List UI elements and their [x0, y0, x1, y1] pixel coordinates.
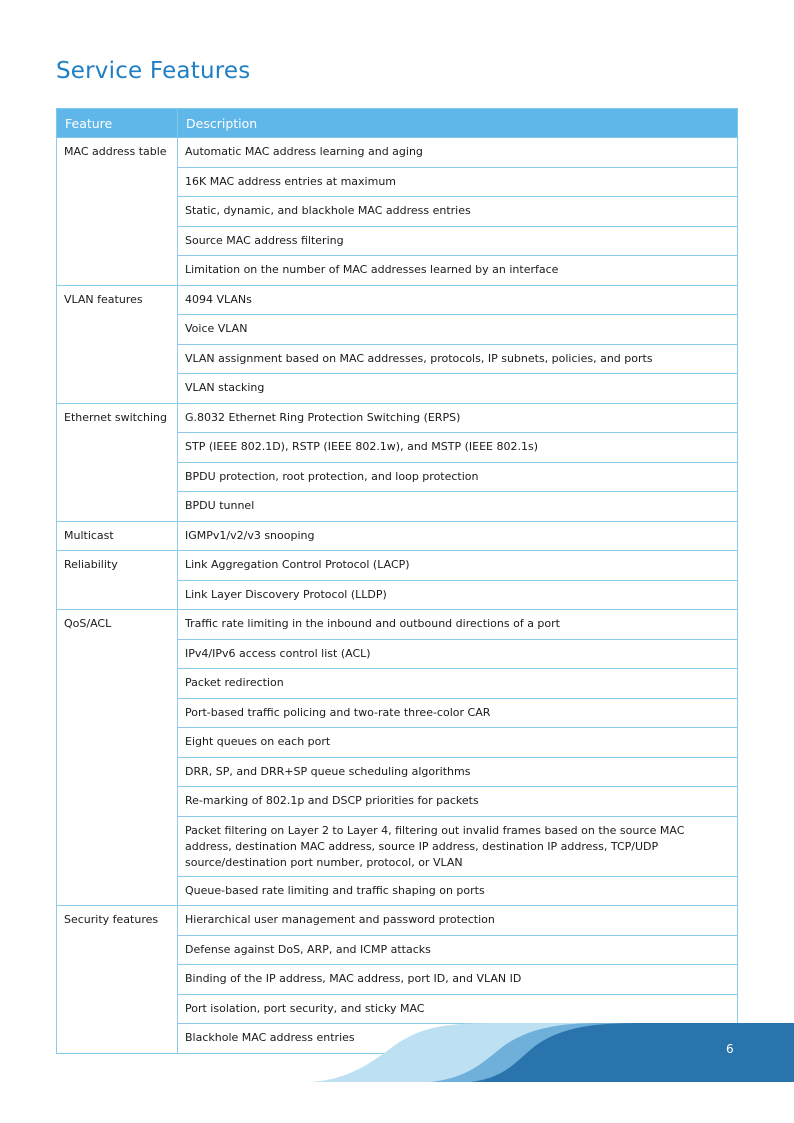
table-row: [57, 610, 738, 640]
description-cell: IPv4/IPv6 access control list (ACL): [178, 639, 738, 669]
service-features-table: [56, 108, 738, 1054]
table-row: [57, 403, 738, 433]
description-cell: Port isolation, port security, and sticky MAC: [178, 994, 738, 1024]
description-cell: 4094 VLANs: [178, 285, 738, 315]
description-cell: Static, dynamic, and blackhole MAC address entries: [178, 197, 738, 227]
description-cell: Link Aggregation Control Protocol (LACP): [178, 551, 738, 581]
description-cell: Traffic rate limiting in the inbound and outbound directions of a port: [178, 610, 738, 640]
table-row: [57, 551, 738, 581]
description-cell: Limitation on the number of MAC addresses learned by an interface: [178, 256, 738, 286]
description-cell: Binding of the IP address, MAC address, port ID, and VLAN ID: [178, 965, 738, 995]
footer-wave-decoration: [0, 1020, 794, 1084]
feature-cell: MAC address table: [57, 138, 178, 286]
description-cell: Packet redirection: [178, 669, 738, 699]
description-cell: G.8032 Ethernet Ring Protection Switching (ERPS): [178, 403, 738, 433]
description-cell: Packet filtering on Layer 2 to Layer 4, filtering out invalid frames based on the source MAC address, destination MAC address, source IP address, destination IP address, TCP/UDP source/destination port number, protocol, or VLAN: [178, 816, 738, 876]
description-cell: Defense against DoS, ARP, and ICMP attacks: [178, 935, 738, 965]
description-cell: BPDU tunnel: [178, 492, 738, 522]
description-cell: STP (IEEE 802.1D), RSTP (IEEE 802.1w), and MSTP (IEEE 802.1s): [178, 433, 738, 463]
description-cell: Source MAC address filtering: [178, 226, 738, 256]
header-feature: Feature: [57, 109, 178, 138]
feature-cell: Security features: [57, 906, 178, 1054]
description-cell: VLAN assignment based on MAC addresses, protocols, IP subnets, policies, and ports: [178, 344, 738, 374]
table-row: [57, 521, 738, 551]
table-body: [57, 138, 738, 1054]
description-cell: Automatic MAC address learning and aging: [178, 138, 738, 168]
table-row: [57, 906, 738, 936]
description-cell: IGMPv1/v2/v3 snooping: [178, 521, 738, 551]
page-title: Service Features: [56, 58, 251, 84]
feature-cell: Reliability: [57, 551, 178, 610]
description-cell: Voice VLAN: [178, 315, 738, 345]
description-cell: 16K MAC address entries at maximum: [178, 167, 738, 197]
description-cell: VLAN stacking: [178, 374, 738, 404]
description-cell: DRR, SP, and DRR+SP queue scheduling algorithms: [178, 757, 738, 787]
description-cell: Eight queues on each port: [178, 728, 738, 758]
header-description: Description: [178, 109, 738, 138]
feature-cell: QoS/ACL: [57, 610, 178, 906]
page-number: 6: [726, 1042, 734, 1056]
description-cell: Blackhole MAC address entries: [178, 1024, 738, 1054]
feature-cell: Multicast: [57, 521, 178, 551]
description-cell: Queue-based rate limiting and traffic shaping on ports: [178, 876, 738, 906]
description-cell: Re-marking of 802.1p and DSCP priorities for packets: [178, 787, 738, 817]
description-cell: BPDU protection, root protection, and loop protection: [178, 462, 738, 492]
description-cell: Hierarchical user management and password protection: [178, 906, 738, 936]
feature-cell: VLAN features: [57, 285, 178, 403]
description-cell: Port-based traffic policing and two-rate three-color CAR: [178, 698, 738, 728]
table-header-row: [57, 109, 738, 138]
feature-cell: Ethernet switching: [57, 403, 178, 521]
description-cell: Link Layer Discovery Protocol (LLDP): [178, 580, 738, 610]
table-row: [57, 138, 738, 168]
table-row: [57, 285, 738, 315]
